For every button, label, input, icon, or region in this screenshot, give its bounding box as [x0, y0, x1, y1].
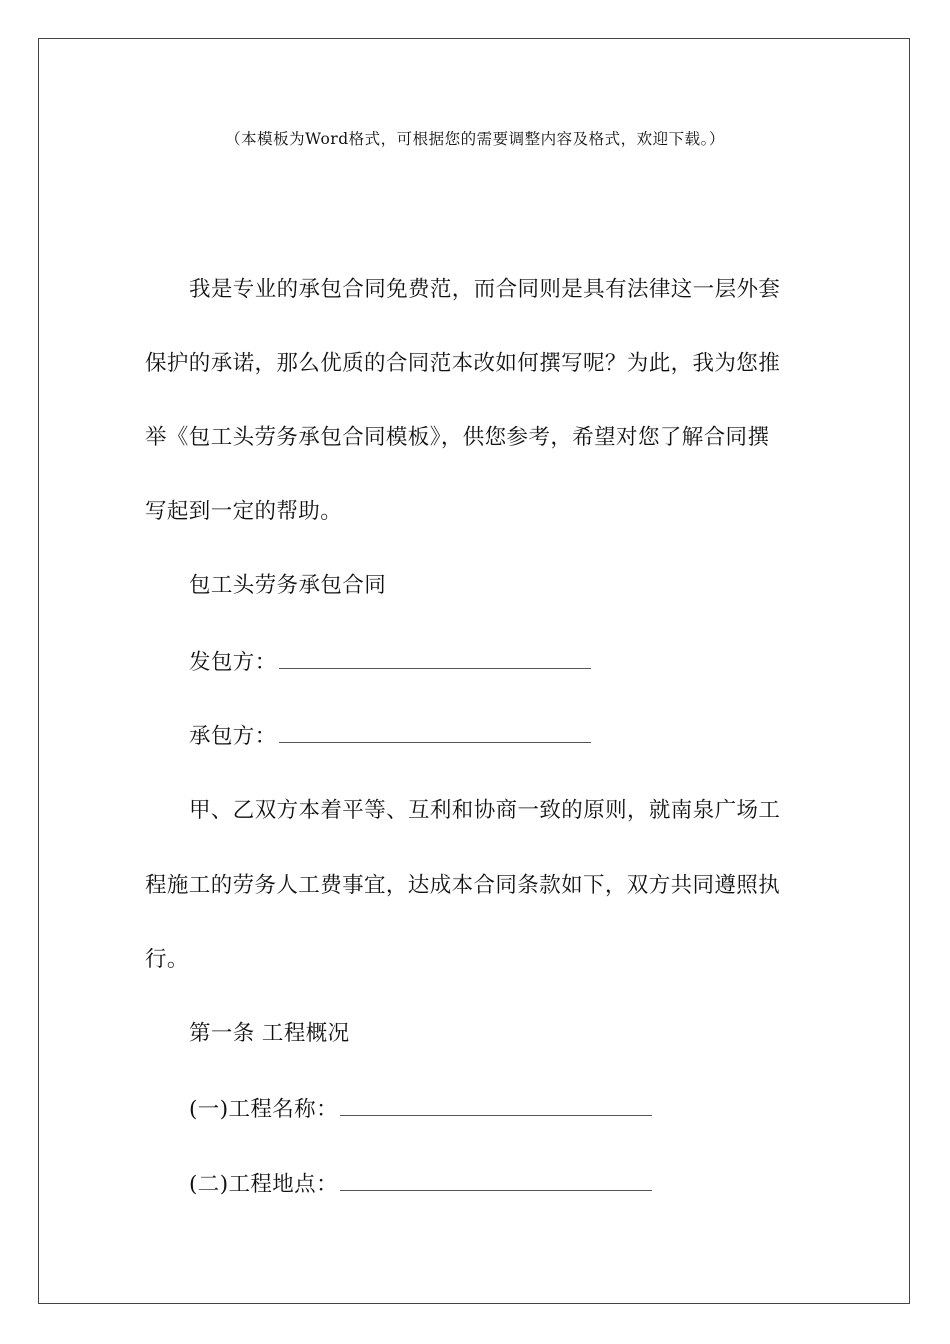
party-b-blank[interactable]: [279, 722, 591, 743]
preamble-line-2: 程施工的劳务人工费事宜，达成本合同条款如下，双方共同遵照执: [145, 873, 781, 898]
template-note: （本模板为Word格式，可根据您的需要调整内容及格式，欢迎下载。）: [225, 130, 725, 148]
party-a-label: 发包方：: [189, 650, 277, 675]
project-name-label: (一)工程名称：: [189, 1097, 338, 1122]
project-name-row: [189, 1095, 839, 1124]
party-a-row: [189, 648, 839, 677]
article-1-heading: 第一条 工程概况: [189, 1021, 350, 1046]
project-location-label: (二)工程地点：: [189, 1172, 338, 1197]
intro-line-1: 我是专业的承包合同免费范，而合同则是具有法律这一层外套: [189, 277, 781, 302]
project-name-blank[interactable]: [340, 1095, 652, 1116]
intro-line-3: 举《包工头劳务承包合同模板》，供您参考，希望对您了解合同撰: [145, 425, 770, 450]
party-b-row: [189, 722, 839, 751]
intro-line-2: 保护的承诺，那么优质的合同范本改如何撰写呢？为此，我为您推: [145, 351, 781, 376]
contract-title: 包工头劳务承包合同: [189, 573, 387, 598]
party-b-label: 承包方：: [189, 724, 277, 749]
preamble-line-3: 行。: [145, 947, 189, 972]
project-location-blank[interactable]: [340, 1170, 652, 1191]
project-location-row: [189, 1170, 839, 1199]
intro-line-4: 写起到一定的帮助。: [145, 499, 343, 524]
preamble-line-1: 甲、乙双方本着平等、互利和协商一致的原则，就南泉广场工: [189, 798, 781, 823]
party-a-blank[interactable]: [279, 648, 591, 669]
